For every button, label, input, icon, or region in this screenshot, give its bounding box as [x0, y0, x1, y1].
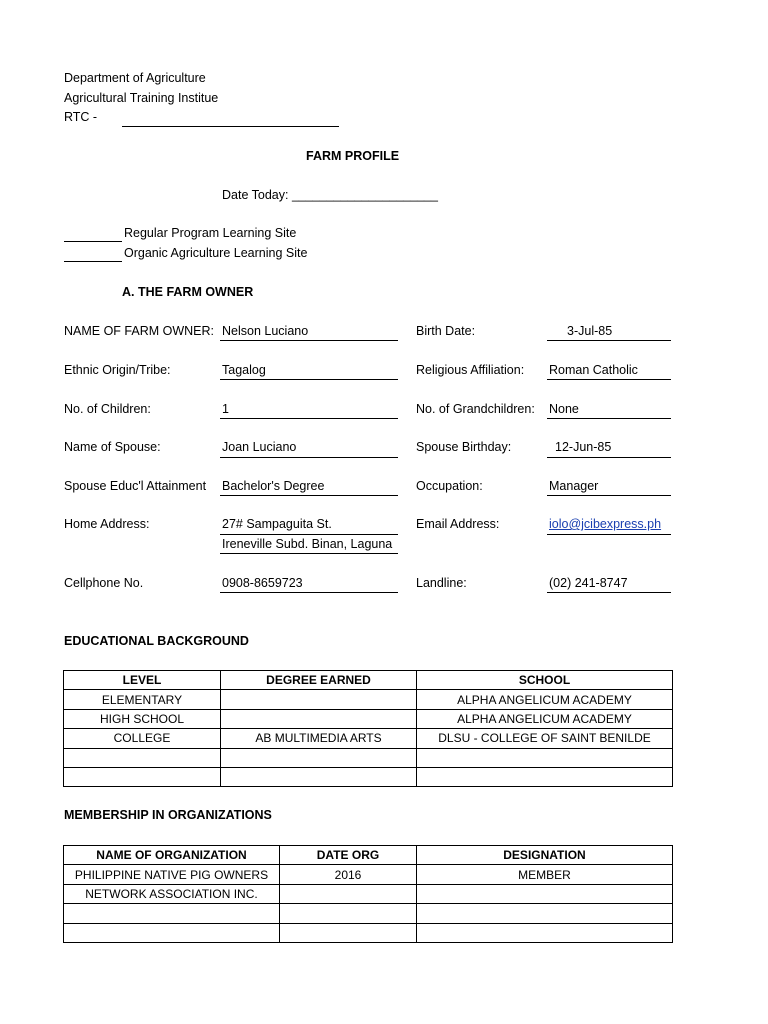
spouse-line [220, 457, 398, 458]
owner-name-label: NAME OF FARM OWNER: [64, 324, 214, 338]
cellphone-value: 0908-8659723 [222, 576, 303, 590]
education-degree-cell [221, 767, 417, 786]
education-school-cell: ALPHA ANGELICUM ACADEMY [417, 709, 673, 728]
children-label: No. of Children: [64, 402, 151, 416]
occupation-line [547, 495, 671, 496]
education-level-cell: HIGH SCHOOL [64, 709, 221, 728]
spouse-label: Name of Spouse: [64, 440, 161, 454]
designation-cell [417, 923, 673, 942]
children-value: 1 [222, 402, 229, 416]
ethnic-value: Tagalog [222, 363, 266, 377]
grandchildren-value: None [549, 402, 579, 416]
membership-header-date: DATE ORG [280, 846, 417, 865]
regular-site-check-line [64, 241, 122, 242]
table-row [64, 709, 673, 728]
education-header-row [64, 671, 673, 690]
spouse-birthday-label: Spouse Birthday: [416, 440, 512, 454]
religion-label: Religious Affiliation: [416, 363, 525, 377]
rtc-blank-line [122, 126, 339, 127]
table-row [64, 690, 673, 709]
membership-header-organization: NAME OF ORGANIZATION [64, 846, 280, 865]
date-org-cell [280, 904, 417, 923]
designation-cell [417, 904, 673, 923]
email-line [547, 534, 671, 535]
religion-line [547, 379, 671, 380]
organization-cell [64, 923, 280, 942]
religion-value: Roman Catholic [549, 363, 638, 377]
table-row [64, 884, 673, 903]
table-row [64, 748, 673, 767]
designation-cell [417, 884, 673, 903]
membership-section-title: MEMBERSHIP IN ORGANIZATIONS [64, 808, 272, 822]
education-level-cell [64, 748, 221, 767]
grandchildren-label: No. of Grandchildren: [416, 402, 535, 416]
email-label: Email Address: [416, 517, 500, 531]
occupation-value: Manager [549, 479, 599, 493]
education-school-cell: DLSU - COLLEGE OF SAINT BENILDE [417, 729, 673, 748]
home-address-line2-value: Ireneville Subd. Binan, Laguna [222, 537, 393, 551]
spouse-value: Joan Luciano [222, 440, 297, 454]
education-header-degree: DEGREE EARNED [221, 671, 417, 690]
date-today-field: Date Today: _____________________ [222, 188, 438, 202]
home-address-label: Home Address: [64, 517, 150, 531]
ethnic-label: Ethnic Origin/Tribe: [64, 363, 171, 377]
email-link[interactable]: iolo@jcibexpress.ph [549, 517, 662, 531]
organic-site-label: Organic Agriculture Learning Site [124, 246, 308, 260]
rtc-label: RTC - [64, 110, 98, 124]
organization-cell: NETWORK ASSOCIATION INC. [64, 884, 280, 903]
education-degree-cell [221, 690, 417, 709]
education-school-cell [417, 748, 673, 767]
home-address-line1-value: 27# Sampaguita St. [222, 517, 332, 531]
landline-label: Landline: [416, 576, 467, 590]
date-org-cell [280, 923, 417, 942]
date-org-cell [280, 884, 417, 903]
birth-date-line [547, 340, 671, 341]
education-school-cell [417, 767, 673, 786]
education-school-cell: ALPHA ANGELICUM ACADEMY [417, 690, 673, 709]
spouse-education-label: Spouse Educ'l Attainment [64, 479, 207, 493]
grandchildren-line [547, 418, 671, 419]
home-address-line2-rule [220, 553, 398, 554]
table-row [64, 904, 673, 923]
section-farm-owner: A. THE FARM OWNER [122, 285, 254, 299]
birth-date-value: 3-Jul-85 [567, 324, 613, 338]
department-name: Department of Agriculture [64, 71, 206, 85]
date-org-cell: 2016 [280, 865, 417, 884]
education-level-cell: COLLEGE [64, 729, 221, 748]
membership-header-row [64, 846, 673, 865]
education-level-cell: ELEMENTARY [64, 690, 221, 709]
organization-cell: PHILIPPINE NATIVE PIG OWNERS [64, 865, 280, 884]
institute-name: Agricultural Training Institue [64, 91, 219, 105]
spouse-birthday-line [547, 457, 671, 458]
table-row [64, 767, 673, 786]
spouse-education-line [220, 495, 398, 496]
membership-header-designation: DESIGNATION [417, 846, 673, 865]
regular-site-label: Regular Program Learning Site [124, 226, 297, 240]
table-row [64, 865, 673, 884]
landline-line [547, 592, 671, 593]
cellphone-line [220, 592, 398, 593]
owner-name-value: Nelson Luciano [222, 324, 309, 338]
home-address-line1-rule [220, 534, 398, 535]
designation-cell: MEMBER [417, 865, 673, 884]
owner-name-line [220, 340, 398, 341]
page-title: FARM PROFILE [306, 149, 400, 163]
education-degree-cell: AB MULTIMEDIA ARTS [221, 729, 417, 748]
birth-date-label: Birth Date: [416, 324, 476, 338]
occupation-label: Occupation: [416, 479, 483, 493]
table-row [64, 729, 673, 748]
education-table [63, 670, 673, 787]
education-degree-cell [221, 709, 417, 728]
education-level-cell [64, 767, 221, 786]
table-row [64, 923, 673, 942]
children-line [220, 418, 398, 419]
organic-site-check-line [64, 261, 122, 262]
organization-cell [64, 904, 280, 923]
education-header-level: LEVEL [64, 671, 221, 690]
cellphone-label: Cellphone No. [64, 576, 144, 590]
ethnic-line [220, 379, 398, 380]
landline-value: (02) 241-8747 [549, 576, 628, 590]
membership-table [63, 845, 673, 943]
education-section-title: EDUCATIONAL BACKGROUND [64, 634, 249, 648]
education-degree-cell [221, 748, 417, 767]
education-header-school: SCHOOL [417, 671, 673, 690]
spouse-education-value: Bachelor's Degree [222, 479, 325, 493]
spouse-birthday-value: 12-Jun-85 [555, 440, 612, 454]
